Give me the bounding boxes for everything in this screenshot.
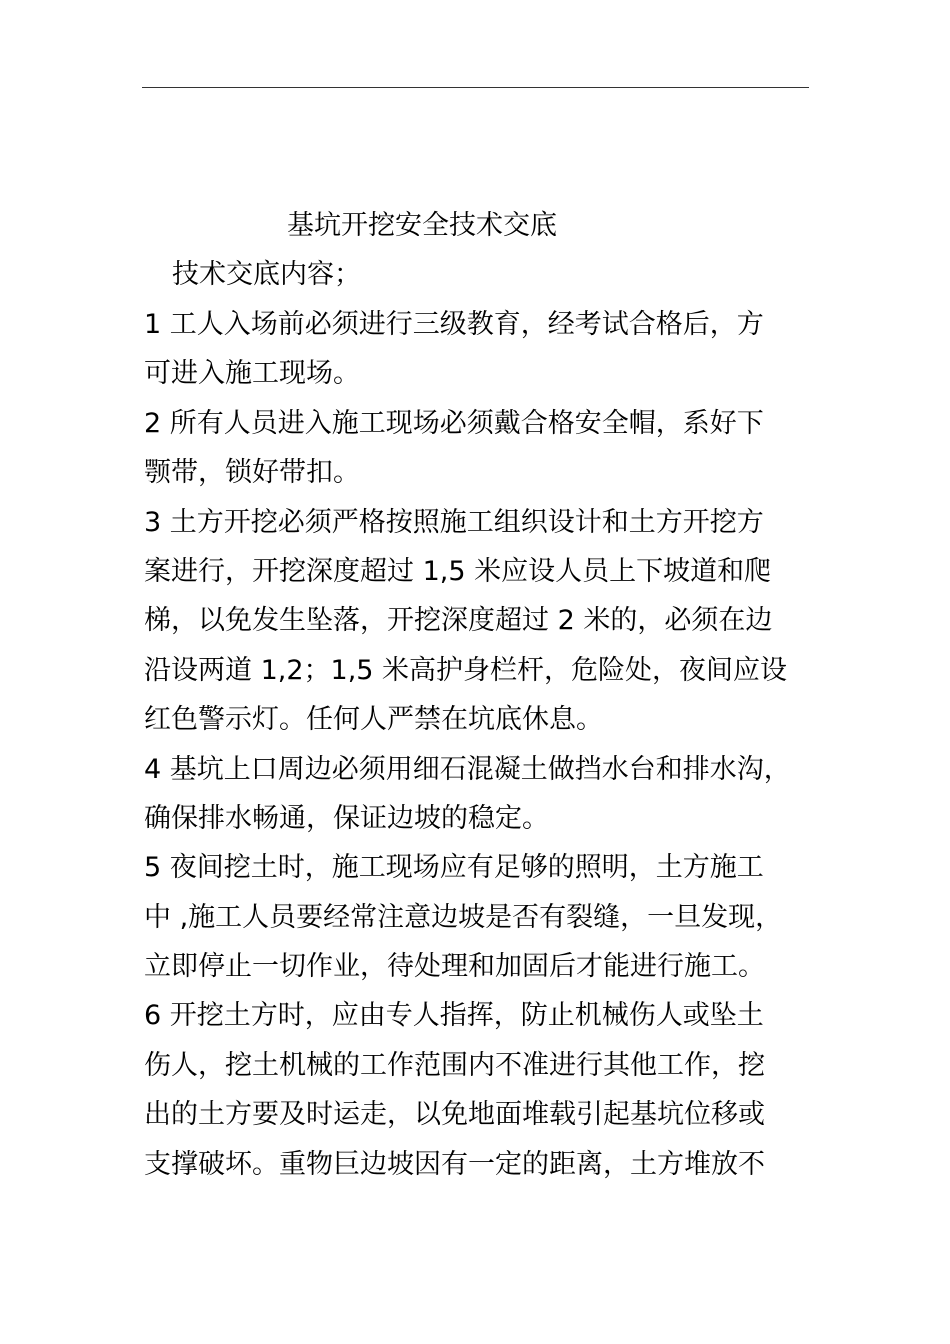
body-line: 可进入施工现场。	[144, 358, 360, 390]
body-line: 支撑破坏。重物巨边坡因有一定的距离，土方堆放不	[144, 1148, 765, 1180]
body-line: 红色警示灯。任何人严禁在坑底休息。	[144, 704, 603, 736]
header-rule	[142, 87, 809, 88]
body-line: 沿设两道 1,2；1,5 米高护身栏杆，危险处，夜间应设	[144, 654, 788, 686]
document-title: 基坑开挖安全技术交底	[287, 210, 557, 241]
body-line: 梯，以免发生坠落，开挖深度超过 2 米的，必须在边	[144, 605, 773, 637]
body-line: 3 土方开挖必须严格按照施工组织设计和土方开挖方	[144, 506, 764, 538]
body-line: 案进行，开挖深度超过 1,5 米应设人员上下坡道和爬	[144, 555, 772, 587]
body-line: 2 所有人员进入施工现场必须戴合格安全帽，系好下	[144, 407, 764, 439]
body-line: 6 开挖土方时，应由专人指挥，防止机械伤人或坠土	[144, 1000, 764, 1032]
body-line: 确保排水畅通，保证边坡的稳定。	[144, 802, 549, 834]
document-body	[144, 305, 824, 1194]
body-line: 出的土方要及时运走，以免地面堆载引起基坑位移或	[144, 1099, 765, 1131]
body-line: 立即停止一切作业，待处理和加固后才能进行施工。	[144, 951, 765, 983]
body-line: 1 工人入场前必须进行三级教育，经考试合格后，方	[144, 309, 764, 340]
document-subtitle: 技术交底内容；	[172, 259, 361, 290]
body-line: 5 夜间挖土时，施工现场应有足够的照明，土方施工	[144, 852, 764, 884]
body-line: 中 ,施工人员要经常注意边坡是否有裂缝，一旦发现，	[144, 901, 783, 933]
body-line: 4 基坑上口周边必须用细石混凝土做挡水台和排水沟，	[144, 753, 791, 785]
body-line: 伤人，挖土机械的工作范围内不准进行其他工作，挖	[144, 1049, 765, 1081]
body-line: 颚带，锁好带扣。	[144, 457, 360, 489]
